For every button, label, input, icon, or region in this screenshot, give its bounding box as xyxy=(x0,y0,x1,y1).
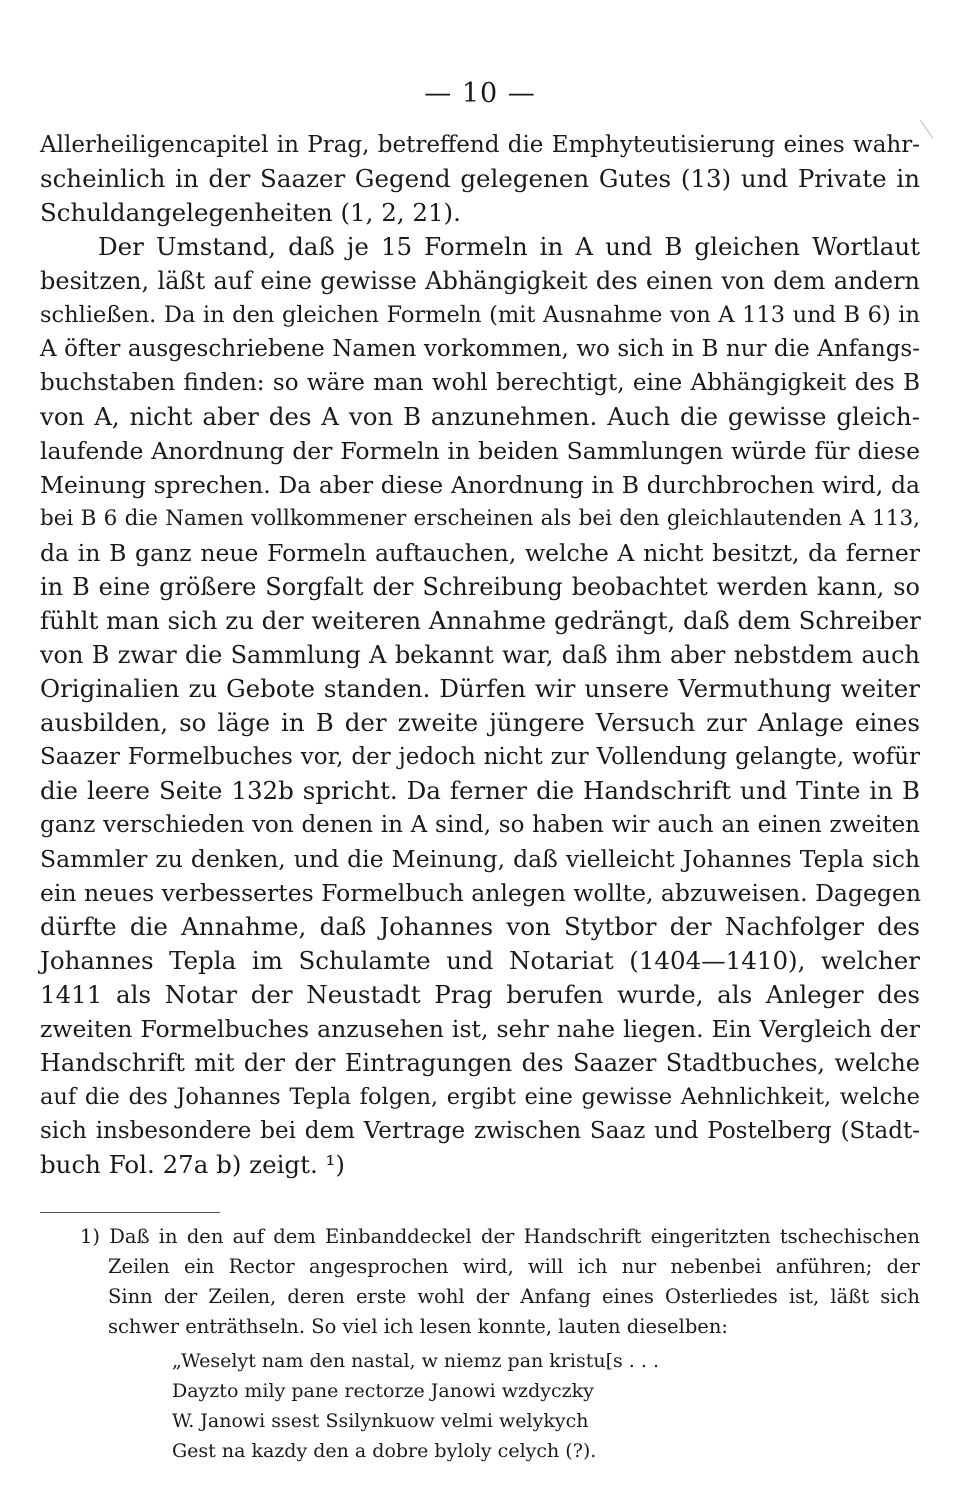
body-line: laufende Anordnung der Formeln in beiden Sammlungen würde für diese xyxy=(40,437,920,465)
body-line: Handschrift mit der der Eintragungen des Saazer Stadtbuches, welche xyxy=(40,1049,920,1077)
body-line: buch Fol. 27a b) zeigt. ¹) xyxy=(40,1150,345,1179)
footnote-separator xyxy=(40,1212,220,1213)
quote-line: Dayzto mily pane rectorze Janowi wzdyczky xyxy=(172,1380,594,1402)
body-line: schließen. Da in den gleichen Formeln (mit Ausnahme von A 113 und B 6) in xyxy=(40,302,920,328)
body-line: buchstaben finden: so wäre man wohl berechtigt, eine Abhängigkeit des B xyxy=(40,370,920,396)
quote-line: W. Janowi ssest Ssilynkuow velmi welykych xyxy=(172,1410,589,1432)
body-line: bei B 6 die Namen vollkommener erscheinen als bei den gleichlautenden A 113, xyxy=(40,506,920,531)
footnote-line: 1) Daß in den auf dem Einbanddeckel der Handschrift eingeritzten tschechischen xyxy=(80,1225,920,1248)
body-line: Meinung sprechen. Da aber diese Anordnung in B durchbrochen wird, da xyxy=(40,471,920,499)
body-line: scheinlich in der Saazer Gegend gelegenen Gutes (13) und Private in xyxy=(40,164,920,193)
body-line: Allerheiligencapitel in Prag, betreffend die Emphyteutisierung eines wahr- xyxy=(40,132,920,158)
body-line: Originalien zu Gebote standen. Dürfen wir unsere Vermuthung weiter xyxy=(40,674,920,703)
footnote-line: Zeilen ein Rector angesprochen wird, will ich nur nebenbei anführen; der xyxy=(108,1255,920,1278)
body-line: Sammler zu denken, und die Meinung, daß vielleicht Johannes Tepla sich xyxy=(40,845,920,873)
body-line: fühlt man sich zu der weiteren Annahme gedrängt, daß dem Schreiber xyxy=(40,606,921,635)
body-line: Saazer Formelbuches vor, der jedoch nicht zur Vollendung gelangte, wofür xyxy=(40,744,920,770)
page-number: — 10 — xyxy=(424,78,536,109)
body-line: auf die des Johannes Tepla folgen, ergibt eine gewisse Aehnlichkeit, welche xyxy=(40,1084,920,1110)
body-line: da in B ganz neue Formeln auftauchen, welche A nicht besitzt, da ferner xyxy=(40,539,920,567)
body-line: ausbilden, so läge in B der zweite jüngere Versuch zur Anlage eines xyxy=(40,708,920,737)
scan-artifact-mark xyxy=(920,120,933,139)
quote-line: Gest na kazdy den a dobre byloly celych (?). xyxy=(172,1440,597,1462)
body-line: Der Umstand, daß je 15 Formeln in A und B gleichen Wortlaut xyxy=(98,232,920,261)
body-line: in B eine größere Sorgfalt der Schreibung beobachtet werden kann, so xyxy=(40,573,920,601)
body-line: 1411 als Notar der Neustadt Prag berufen wurde, als Anleger des xyxy=(40,980,920,1009)
body-line: ein neues verbessertes Formelbuch anlegen wollte, abzuweisen. Dagegen xyxy=(40,879,921,907)
body-line: Schuldangelegenheiten (1, 2, 21). xyxy=(40,198,461,227)
body-line: sich insbesondere bei dem Vertrage zwischen Saaz und Postelberg (Stadt- xyxy=(40,1118,920,1144)
body-line: zweiten Formelbuches anzusehen ist, sehr nahe liegen. Ein Vergleich der xyxy=(40,1015,920,1043)
footnote-line: Sinn der Zeilen, deren erste wohl der Anfang eines Osterliedes ist, läßt sich xyxy=(108,1285,920,1308)
body-line: von A, nicht aber des A von B anzunehmen. Auch die gewisse gleich- xyxy=(40,402,920,431)
quote-line: „Weselyt nam den nastal, w niemz pan kristu[s . . . xyxy=(172,1350,659,1372)
body-line: A öfter ausgeschriebene Namen vorkommen, wo sich in B nur die Anfangs- xyxy=(40,336,920,362)
footnote-line: schwer enträthseln. So viel ich lesen konnte, lauten dieselben: xyxy=(108,1315,728,1338)
body-line: dürfte die Annahme, daß Johannes von Stytbor der Nachfolger des xyxy=(40,912,920,941)
body-line: ganz verschieden von denen in A sind, so haben wir auch an einen zweiten xyxy=(40,812,920,838)
body-line: die leere Seite 132b spricht. Da ferner die Handschrift und Tinte in B xyxy=(40,776,920,805)
body-line: Johannes Tepla im Schulamte und Notariat (1404—1410), welcher xyxy=(40,946,920,975)
body-line: besitzen, läßt auf eine gewisse Abhängigkeit des einen von dem andern xyxy=(40,267,920,295)
body-line: von B zwar die Sammlung A bekannt war, daß ihm aber nebstdem auch xyxy=(40,641,920,669)
